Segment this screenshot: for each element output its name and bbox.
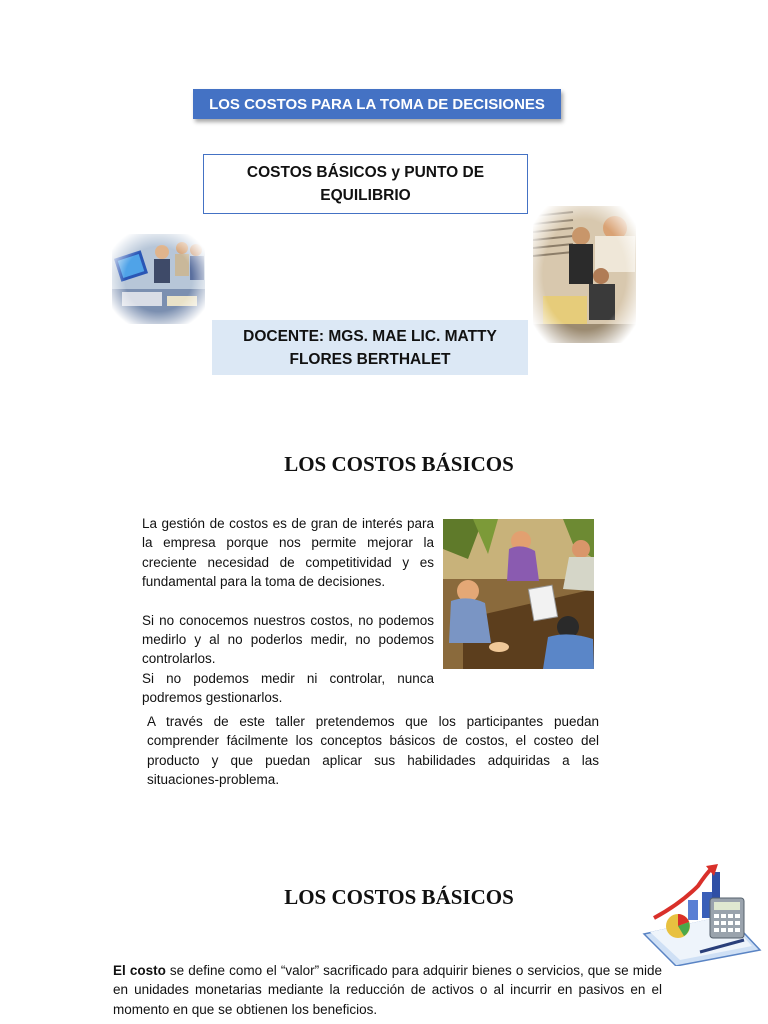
office-collage-image	[533, 206, 636, 343]
section2-heading: LOS COSTOS BÁSICOS	[284, 885, 514, 909]
subtitle-box	[203, 154, 528, 214]
title-banner	[193, 89, 561, 119]
section1-paragraph3: Si no podemos medir ni controlar, nunca podremos gestionarlos.	[142, 670, 434, 706]
business-meeting-icon	[112, 234, 205, 324]
section1-text-block	[142, 514, 434, 708]
section1-paragraph1: La gestión de costos es de gran de interés para la empresa porque nos permite mejorar la creciente necesidad de competitividad y es fundamental para la toma de decisiones.	[142, 516, 434, 590]
office-collage-icon	[533, 206, 636, 343]
docente-box	[212, 320, 528, 375]
meeting-clipart-image	[443, 519, 594, 669]
docente-line1: DOCENTE: MGS. MAE LIC. MATTY	[243, 327, 497, 345]
business-meeting-image	[112, 234, 205, 324]
subtitle-line1: COSTOS BÁSICOS y PUNTO DE	[246, 164, 485, 181]
section1-paragraph4-block	[147, 712, 599, 790]
section1-paragraph2: Si no conocemos nuestros costos, no podemos medirlo y al no poderlos medir, no podemos controlarlos.	[142, 612, 434, 667]
section1-heading: LOS COSTOS BÁSICOS	[284, 452, 514, 476]
definition-paragraph	[113, 961, 662, 1019]
title-banner-text: LOS COSTOS PARA LA TOMA DE DECISIONES	[209, 95, 545, 113]
finance-chart-icon	[640, 864, 762, 966]
definition-block	[113, 961, 662, 1019]
subtitle-line2: EQUILIBRIO	[320, 187, 411, 204]
definition-term: El costo	[113, 963, 166, 978]
finance-clipart-image	[640, 864, 762, 966]
docente-line2: FLORES BERTHALET	[289, 350, 451, 368]
definition-text: se define como el “valor” sacrificado para adquirir bienes o servicios, que se mide en unidades monetarias mediante la reducción de activos o al incurrir en pasivos en el momento en que se obtienen los beneficios.	[113, 963, 662, 1017]
handshake-meeting-icon	[443, 519, 594, 669]
section1-paragraph4: A través de este taller pretendemos que los participantes puedan comprender fácilmente los conceptos básicos de costos, el costeo del producto y que puedan aplicar sus habilidades adquiridas a las situaciones-problema.	[147, 714, 599, 788]
